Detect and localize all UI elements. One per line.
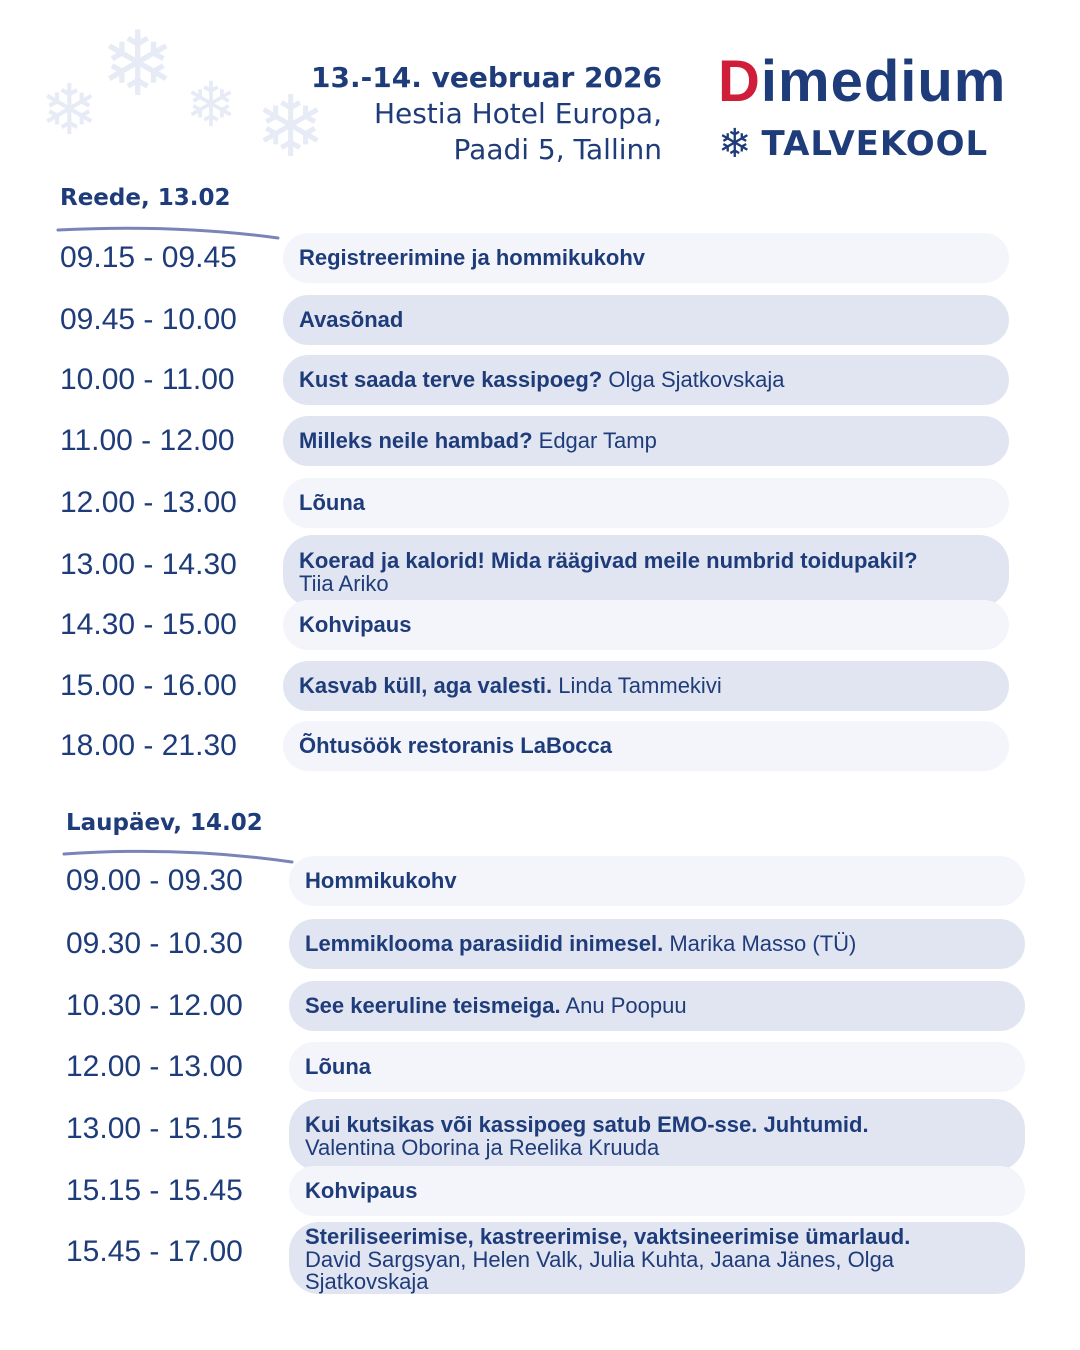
schedule-item-pill — [283, 478, 1009, 528]
schedule-row — [60, 295, 1009, 345]
session-title: Hommikukohv — [305, 868, 457, 893]
session-title: Avasõnad — [299, 307, 404, 332]
session-title: Lõuna — [305, 1054, 371, 1079]
snowflake-decoration — [30, 15, 350, 180]
schedule-time: 12.00 - 13.00 — [66, 1050, 243, 1083]
schedule-row — [66, 1166, 1025, 1216]
day-title-saturday: Laupäev, 14.02 — [66, 810, 263, 836]
schedule-time: 15.15 - 15.45 — [66, 1174, 243, 1207]
schedule-item-pill — [289, 1222, 1025, 1294]
schedule-time: 13.00 - 14.30 — [60, 548, 237, 581]
session-speaker: Valentina Oborina ja Reelika Kruuda — [305, 1135, 660, 1160]
snowflake-icon: ❄ — [100, 15, 176, 115]
brand-wordmark: Dimedium — [718, 49, 1007, 114]
session-title: Lemmiklooma parasiidid inimesel. — [305, 931, 664, 956]
schedule-row — [66, 981, 1025, 1031]
snowflake-icon: ❄ — [718, 122, 752, 166]
schedule-time: 09.45 - 10.00 — [60, 303, 237, 336]
schedule-row — [60, 661, 1009, 711]
session-speaker: Linda Tammekivi — [558, 673, 722, 698]
schedule-row — [66, 1224, 1025, 1294]
schedule-row — [60, 233, 1009, 283]
session-title: Kasvab küll, aga valesti. — [299, 673, 553, 698]
schedule-row — [60, 600, 1009, 650]
logo-subtitle — [718, 124, 988, 164]
schedule-time: 18.00 - 21.30 — [60, 729, 237, 762]
event-date: 13.-14. veebruar 2026 — [311, 61, 662, 94]
schedule-row — [60, 416, 1009, 466]
schedule-row — [66, 1104, 1025, 1160]
session-speaker: Tiia Ariko — [299, 571, 389, 596]
schedule-time: 10.00 - 11.00 — [60, 363, 235, 396]
event-info — [311, 60, 662, 168]
schedule-time: 15.45 - 17.00 — [66, 1235, 243, 1268]
session-title: Milleks neile hambad? — [299, 428, 533, 453]
schedule-time: 09.30 - 10.30 — [66, 927, 243, 960]
event-venue-line2: Paadi 5, Tallinn — [453, 133, 662, 166]
session-title: Kust saada terve kassipoeg? — [299, 367, 603, 392]
schedule-row — [66, 919, 1025, 969]
schedule-item-pill — [289, 1099, 1025, 1171]
event-venue-line1: Hestia Hotel Europa, — [373, 97, 662, 130]
snowflake-icon: ❄ — [185, 71, 237, 140]
schedule-item-pill — [283, 661, 1009, 711]
schedule-item-pill — [289, 919, 1025, 969]
schedule-time: 14.30 - 15.00 — [60, 608, 237, 641]
schedule-item-pill — [289, 1166, 1025, 1216]
logo-subtitle-label: TALVEKOOL — [761, 124, 989, 164]
session-title: Registreerimine ja hommikukohv — [299, 245, 645, 270]
schedule-item-pill — [283, 355, 1009, 405]
schedule-item-pill — [283, 295, 1009, 345]
session-title: Steriliseerimise, kastreerimise, vaktsineerimise ümarlaud. — [305, 1224, 911, 1249]
session-title: Kohvipaus — [299, 612, 412, 637]
session-title: Koerad ja kalorid! Mida räägivad meile numbrid toidupakil? — [299, 548, 918, 573]
schedule-item-pill — [289, 981, 1025, 1031]
schedule-item-pill — [283, 535, 1009, 607]
session-title: Õhtusöök restoranis LaBocca — [299, 733, 612, 758]
session-speaker: Marika Masso (TÜ) — [669, 931, 857, 956]
schedule-row — [66, 1042, 1025, 1092]
schedule-time: 15.00 - 16.00 — [60, 669, 237, 702]
session-speaker: Olga Sjatkovskaja — [608, 367, 785, 392]
schedule-time: 09.00 - 09.30 — [66, 864, 243, 897]
schedule-row — [60, 540, 1009, 596]
schedule-item-pill — [283, 416, 1009, 466]
schedule-row — [60, 721, 1009, 771]
schedule-time: 10.30 - 12.00 — [66, 989, 243, 1022]
session-speaker: David Sargsyan, Helen Valk, Julia Kuhta, Jaana Jänes, Olga Sjatkovskaja — [305, 1247, 895, 1294]
schedule-row — [66, 856, 1025, 906]
session-title: Kui kutsikas või kassipoeg satub EMO-sse. Juhtumid. — [305, 1112, 869, 1137]
schedule-time: 13.00 - 15.15 — [66, 1112, 243, 1145]
schedule-time: 09.15 - 09.45 — [60, 241, 237, 274]
schedule-time: 11.00 - 12.00 — [60, 424, 235, 457]
dimedium-talvekool-logo — [718, 48, 1018, 178]
session-title: See keeruline teismeiga. — [305, 993, 561, 1018]
schedule-item-pill — [283, 600, 1009, 650]
session-speaker: Anu Poopuu — [565, 993, 687, 1018]
schedule-time: 12.00 - 13.00 — [60, 486, 237, 519]
schedule-row — [60, 478, 1009, 528]
snowflake-icon: ❄ — [255, 80, 327, 175]
schedule-item-pill — [289, 1042, 1025, 1092]
session-title: Kohvipaus — [305, 1178, 418, 1203]
day-title-friday: Reede, 13.02 — [60, 185, 231, 211]
schedule-item-pill — [283, 721, 1009, 771]
session-speaker: Edgar Tamp — [538, 428, 657, 453]
schedule-item-pill — [289, 856, 1025, 906]
session-title: Lõuna — [299, 490, 365, 515]
snowflake-icon: ❄ — [40, 71, 99, 149]
schedule-item-pill — [283, 233, 1009, 283]
schedule-row — [60, 355, 1009, 405]
